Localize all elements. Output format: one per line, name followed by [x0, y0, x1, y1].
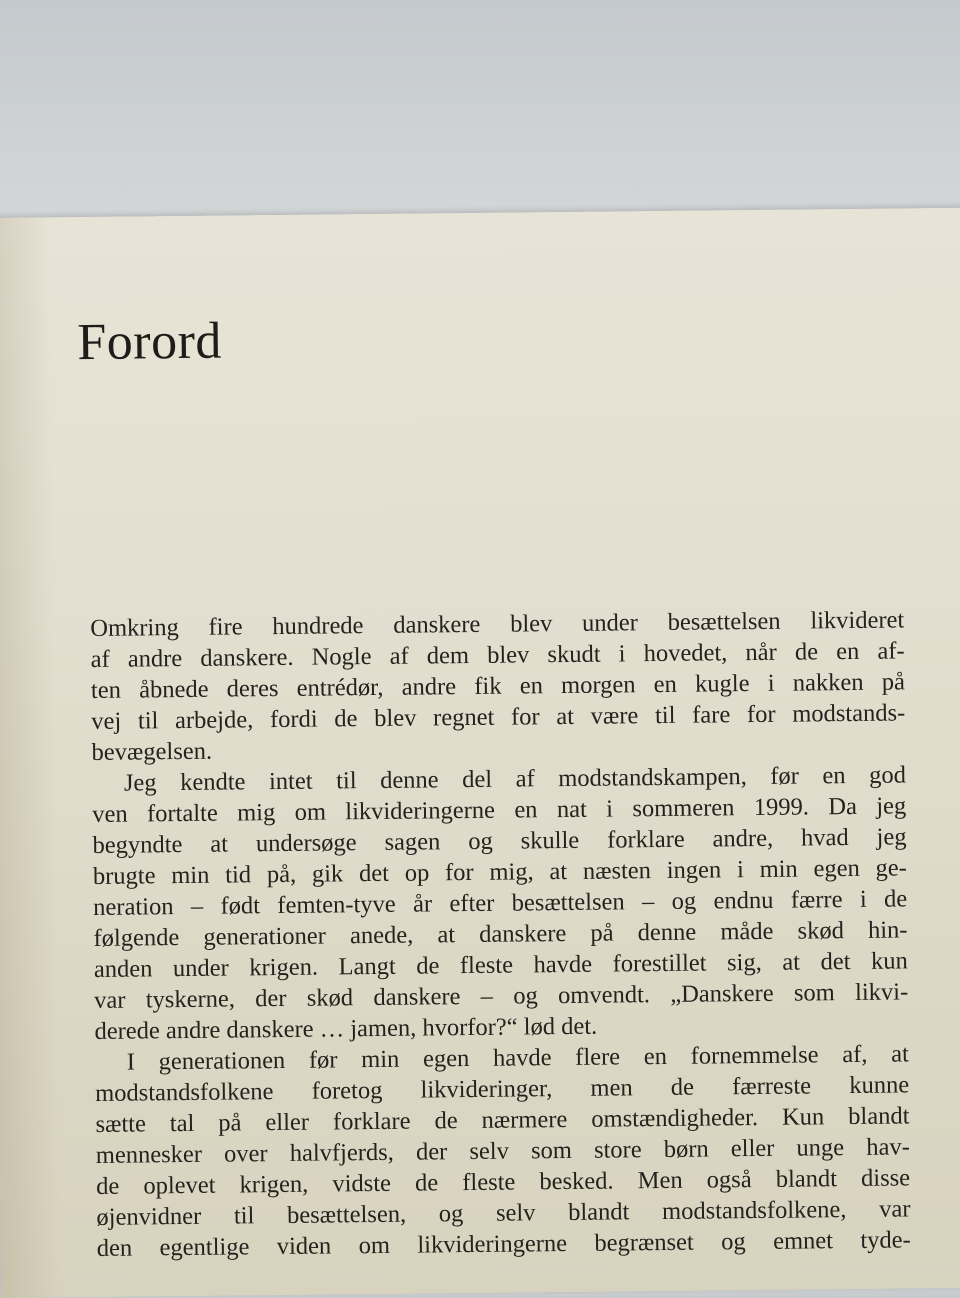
- text-line: modstandsfolkene foretog likvideringer, men de færreste kunne: [95, 1071, 910, 1107]
- text-line: følgende generationer anede, at danskere på denne måde skød hin-: [93, 916, 908, 952]
- text-line: den egentlige viden om likvideringerne begrænset og emnet tyde-: [96, 1226, 911, 1262]
- text-line: ten åbnede deres entrédør, andre fik en morgen en kugle i nakken på: [90, 668, 906, 704]
- text-line: sætte tal på eller forklare de nærmere omstændigheder. Kun blandt: [95, 1102, 910, 1138]
- chapter-title: Forord: [77, 312, 223, 372]
- paragraph-3: [95, 1038, 911, 1264]
- text-line: af andre danskere. Nogle af dem blev skudt i hovedet, når de en af-: [90, 637, 905, 673]
- paragraph-2: [92, 759, 909, 1047]
- body-text: [90, 604, 911, 1263]
- text-line: brugte min tid på, gik det op for mig, at næsten ingen i min egen ge-: [92, 854, 907, 890]
- text-line: Jeg kendte intet til denne del af modstandskampen, før en god: [123, 761, 907, 797]
- text-line: I generationen før min egen havde flere en fornemmelse af, at: [126, 1040, 909, 1076]
- text-line: vej til arbejde, fordi de blev regnet for at være til fare for modstands-: [91, 699, 906, 735]
- text-line: Omkring fire hundrede danskere blev under besættelsen likvideret: [90, 606, 905, 642]
- text-line: begyndte at undersøge sagen og skulle forklare andre, hvad jeg: [92, 823, 907, 859]
- page-gutter-shade: [0, 217, 61, 1298]
- text-line: var tyskerne, der skød danskere – og omvendt. „Danskere som likvi-: [94, 978, 909, 1014]
- text-line: derede andre danskere … jamen, hvorfor?“ lød det.: [94, 1012, 598, 1045]
- text-line: mennesker over halvfjerds, der selv som store børn eller unge hav-: [95, 1133, 910, 1169]
- paragraph-1: [90, 604, 906, 768]
- text-line: neration – født femten-tyve år efter besættelsen – og endnu færre i de: [93, 885, 908, 921]
- text-line: de oplevet krigen, vidste de fleste besked. Men også blandt disse: [96, 1164, 911, 1200]
- text-line: anden under krigen. Langt de fleste havde forestillet sig, at det kun: [93, 947, 908, 983]
- text-line: øjenvidner til besættelsen, og selv blandt modstandsfolkene, var: [96, 1195, 911, 1231]
- text-line: ven fortalte mig om likvideringerne en nat i sommeren 1999. Da jeg: [92, 792, 907, 828]
- book-page: [0, 208, 960, 1298]
- text-line: bevægelsen.: [91, 737, 213, 766]
